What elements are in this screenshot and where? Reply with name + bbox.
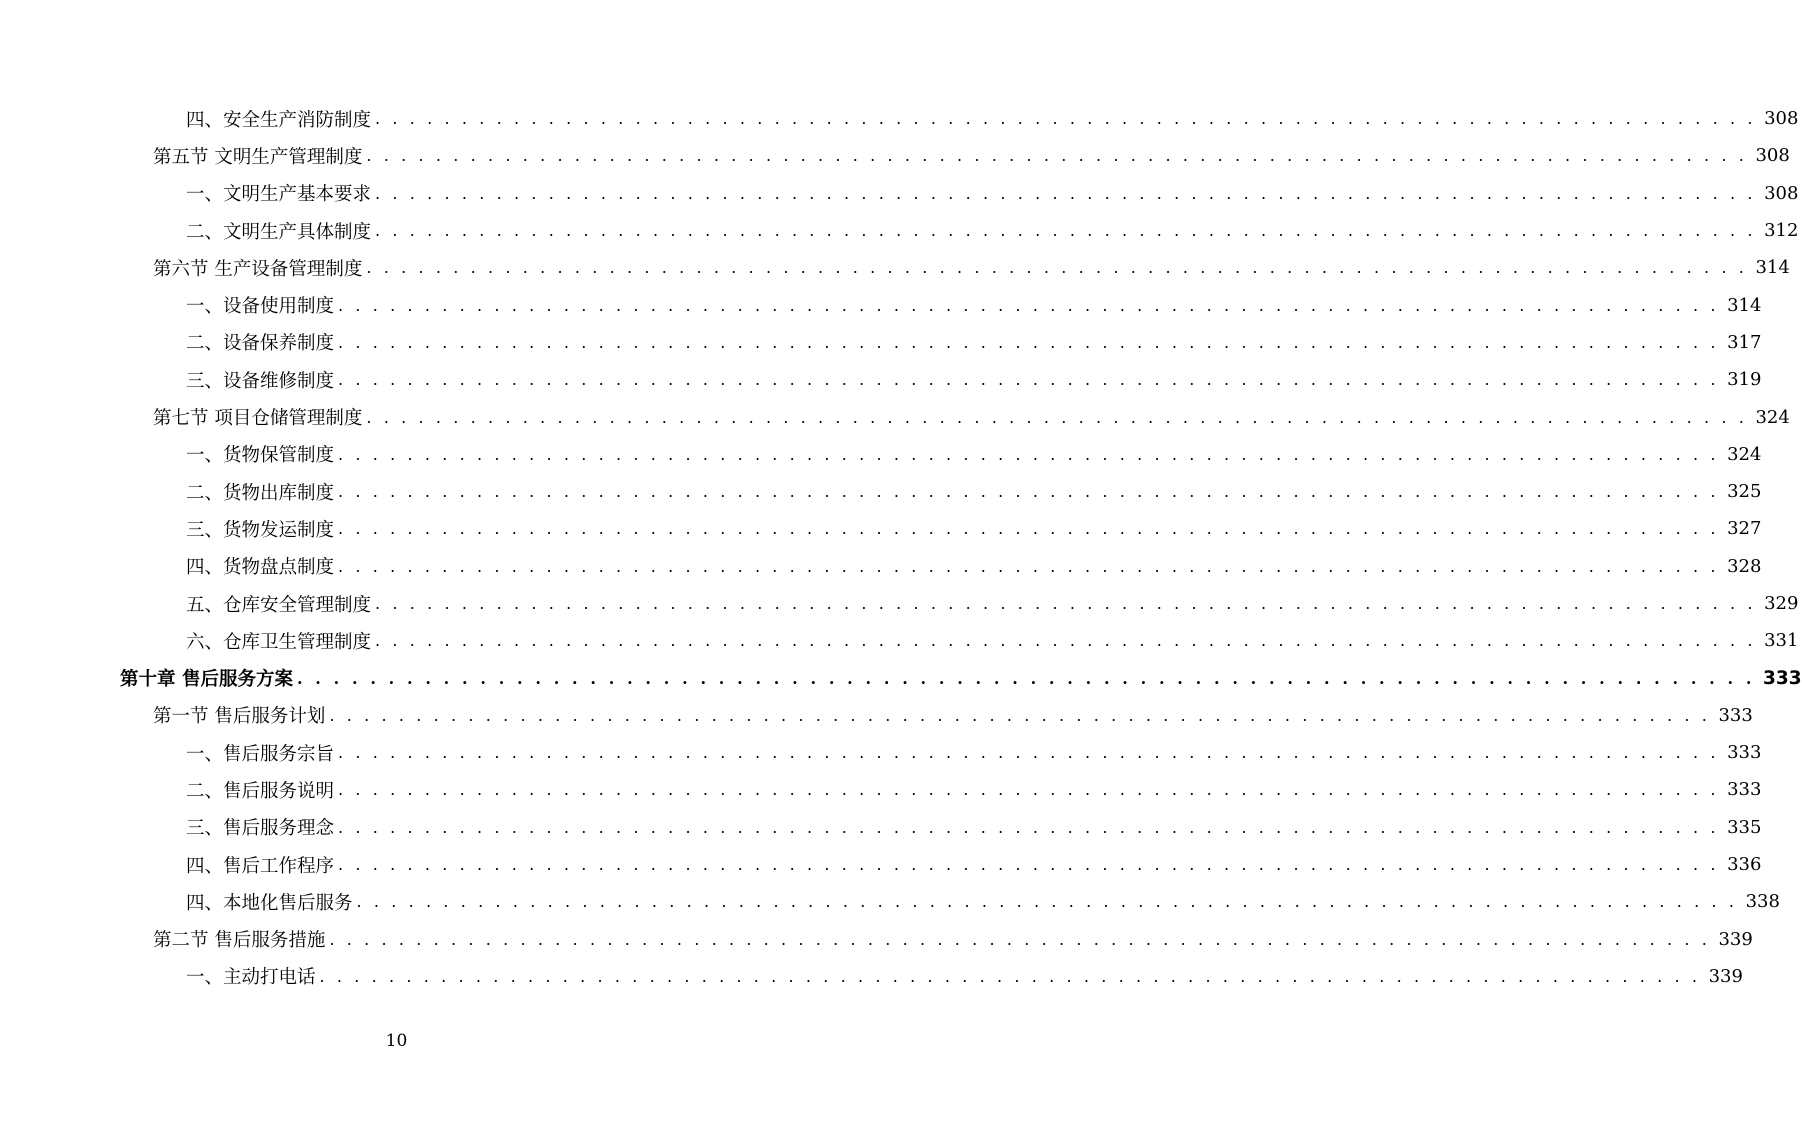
toc-entry-label: 二、售后服务说明 bbox=[186, 780, 335, 802]
dot-leader: . . . . . . . . . . . . . . . . . . . . . . . . . . . . . . . . . . . . . . . . . . . . . . . . . . . . . . . . . . . . . . . . . . . . . . . . . . . . . . . . bbox=[329, 705, 1711, 725]
toc-entry-page: 308 bbox=[1764, 182, 1799, 204]
dot-leader: . . . . . . . . . . . . . . . . . . . . . . . . . . . . . . . . . . . . . . . . . . . . . . . . . . . . . . . . . . . . . . . . . . . . . . . . . . . . . . . . bbox=[375, 183, 1757, 203]
toc-entry-page: 312 bbox=[1764, 220, 1799, 242]
dot-leader: . . . . . . . . . . . . . . . . . . . . . . . . . . . . . . . . . . . . . . . . . . . . . . . . . . . . . . . . . . . . . . . . . . . . . . . . . . . . . . . . bbox=[366, 407, 1748, 427]
toc-entry[interactable] bbox=[0, 286, 1762, 323]
toc-entry[interactable] bbox=[0, 249, 1790, 286]
toc-entry-page: 314 bbox=[1727, 294, 1762, 316]
dot-leader: . . . . . . . . . . . . . . . . . . . . . . . . . . . . . . . . . . . . . . . . . . . . . . . . . . . . . . . . . . . . . . . . . . . . . . . . . . . . . . . . bbox=[338, 817, 1720, 837]
toc-entry-page: 333 bbox=[1727, 742, 1762, 764]
toc-entry[interactable] bbox=[0, 361, 1762, 398]
toc-entry-page: 339 bbox=[1718, 928, 1753, 950]
toc-entry-label: 第七节 项目仓储管理制度 bbox=[153, 408, 363, 430]
toc-entry-page: 331 bbox=[1764, 630, 1799, 652]
toc-entry-label: 四、货物盘点制度 bbox=[186, 557, 335, 579]
dot-leader: . . . . . . . . . . . . . . . . . . . . . . . . . . . . . . . . . . . . . . . . . . . . . . . . . . . . . . . . . . . . . . . . . . . . . . . . . . . . . . . . bbox=[338, 444, 1720, 464]
toc-entry-label: 二、货物出库制度 bbox=[186, 482, 335, 504]
dot-leader: . . . . . . . . . . . . . . . . . . . . . . . . . . . . . . . . . . . . . . . . . . . . . . . . . . . . . . . . . . . . . . . . . . . . . . . . . . . . . . . . bbox=[338, 556, 1720, 576]
toc-entry[interactable] bbox=[0, 398, 1790, 435]
toc-entry[interactable] bbox=[0, 473, 1762, 510]
toc-entry-label: 一、文明生产基本要求 bbox=[186, 184, 372, 206]
table-of-contents bbox=[0, 100, 1802, 995]
toc-entry[interactable] bbox=[0, 809, 1762, 846]
toc-entry[interactable] bbox=[0, 436, 1762, 473]
page-number: 10 bbox=[385, 1031, 408, 1051]
toc-entry-label: 三、货物发运制度 bbox=[186, 519, 335, 541]
dot-leader: . . . . . . . . . . . . . . . . . . . . . . . . . . . . . . . . . . . . . . . . . . . . . . . . . . . . . . . . . . . . . . . . . . . . . . . . . . . . . . . . bbox=[375, 631, 1757, 651]
toc-entry-label: 六、仓库卫生管理制度 bbox=[186, 631, 372, 653]
toc-entry-page: 328 bbox=[1727, 555, 1762, 577]
toc-entry[interactable] bbox=[0, 771, 1762, 808]
dot-leader: . . . . . . . . . . . . . . . . . . . . . . . . . . . . . . . . . . . . . . . . . . . . . . . . . . . . . . . . . . . . . . . . . . . . . . . . . . . . . . . . bbox=[356, 892, 1738, 912]
toc-entry[interactable] bbox=[0, 585, 1799, 622]
toc-entry[interactable] bbox=[0, 883, 1780, 920]
dot-leader: . . . . . . . . . . . . . . . . . . . . . . . . . . . . . . . . . . . . . . . . . . . . . . . . . . . . . . . . . . . . . . . . . . . . . . . . . . . . . . . . bbox=[375, 109, 1757, 129]
toc-entry-page: 329 bbox=[1764, 593, 1799, 614]
dot-leader: . . . . . . . . . . . . . . . . . . . . . . . . . . . . . . . . . . . . . . . . . . . . . . . . . . . . . . . . . . . . . . . . . . . . . . . . . . . . . . . . bbox=[329, 929, 1711, 949]
dot-leader: . . . . . . . . . . . . . . . . . . . . . . . . . . . . . . . . . . . . . . . . . . . . . . . . . . . . . . . . . . . . . . . . . . . . . . . . . . . . . . . . bbox=[338, 482, 1720, 502]
dot-leader: . . . . . . . . . . . . . . . . . . . . . . . . . . . . . . . . . . . . . . . . . . . . . . . . . . . . . . . . . . . . . . . . . . . . . . . . . . . . . . . . bbox=[366, 258, 1748, 278]
toc-entry-label: 四、本地化售后服务 bbox=[186, 892, 353, 914]
dot-leader: . . . . . . . . . . . . . . . . . . . . . . . . . . . . . . . . . . . . . . . . . . . . . . . . . . . . . . . . . . . . . . . . . . . . . . . . . . . . . . . . bbox=[338, 370, 1720, 390]
toc-entry-label: 一、售后服务宗旨 bbox=[186, 743, 335, 765]
toc-entry-label: 第十章 售后服务方案 bbox=[120, 669, 293, 691]
toc-entry-page: 327 bbox=[1727, 518, 1762, 540]
dot-leader: . . . . . . . . . . . . . . . . . . . . . . . . . . . . . . . . . . . . . . . . . . . . . . . . . . . . . . . . . . . . . . . . . . . . . . . . . . . . . . . . bbox=[338, 855, 1720, 875]
toc-entry[interactable] bbox=[0, 175, 1799, 212]
toc-entry-page: 333 bbox=[1718, 704, 1753, 726]
toc-entry-page: 333 bbox=[1763, 667, 1802, 689]
toc-entry-label: 四、安全生产消防制度 bbox=[186, 109, 372, 131]
toc-entry-label: 五、仓库安全管理制度 bbox=[186, 594, 372, 616]
toc-entry-label: 第一节 售后服务计划 bbox=[153, 706, 326, 728]
dot-leader: . . . . . . . . . . . . . . . . . . . . . . . . . . . . . . . . . . . . . . . . . . . . . . . . . . . . . . . . . . . . . . . . . . . . . . . . . . . . . . . . bbox=[338, 332, 1720, 352]
dot-leader: . . . . . . . . . . . . . . . . . . . . . . . . . . . . . . . . . . . . . . . . . . . . . . . . . . . . . . . . . . . . . . . . . . . . . . . . . . . . . . . . bbox=[338, 780, 1720, 800]
toc-entry-page: 308 bbox=[1755, 145, 1790, 167]
toc-entry-label: 四、售后工作程序 bbox=[186, 855, 335, 877]
toc-entry-label: 一、主动打电话 bbox=[186, 967, 316, 989]
toc-entry-label: 一、设备使用制度 bbox=[186, 296, 335, 318]
toc-entry[interactable] bbox=[0, 324, 1762, 361]
toc-entry[interactable] bbox=[0, 734, 1762, 771]
toc-entry[interactable] bbox=[0, 137, 1790, 174]
toc-entry-page: 317 bbox=[1727, 331, 1762, 353]
dot-leader: . . . . . . . . . . . . . . . . . . . . . . . . . . . . . . . . . . . . . . . . . . . . . . . . . . . . . . . . . . . . . . . . . . . . . . . . . . . . . . . . bbox=[338, 519, 1720, 539]
toc-entry[interactable] bbox=[0, 697, 1753, 734]
toc-entry-label: 二、文明生产具体制度 bbox=[186, 221, 372, 243]
toc-entry-page: 335 bbox=[1727, 816, 1762, 838]
toc-entry[interactable] bbox=[0, 921, 1753, 958]
dot-leader: . . . . . . . . . . . . . . . . . . . . . . . . . . . . . . . . . . . . . . . . . . . . . . . . . . . . . . . . . . . . . . . . . . . . . . . . . . . . . . . . bbox=[366, 146, 1748, 166]
toc-entry[interactable] bbox=[0, 212, 1799, 249]
dot-leader: . . . . . . . . . . . . . . . . . . . . . . . . . . . . . . . . . . . . . . . . . . . . . . . . . . . . . . . . . . . . . . . . . . . . . . . . . . . . . . . . bbox=[375, 221, 1757, 241]
toc-entry[interactable] bbox=[0, 622, 1799, 659]
toc-entry-page: 333 bbox=[1727, 779, 1762, 801]
toc-entry-label: 一、货物保管制度 bbox=[186, 445, 335, 467]
toc-entry-label: 三、售后服务理念 bbox=[186, 818, 335, 840]
toc-entry-page: 336 bbox=[1727, 854, 1762, 876]
toc-entry[interactable] bbox=[0, 846, 1762, 883]
toc-entry-page: 319 bbox=[1727, 369, 1762, 391]
toc-entry[interactable] bbox=[0, 100, 1799, 137]
toc-entry-label: 二、设备保养制度 bbox=[186, 333, 335, 355]
toc-entry-label: 第六节 生产设备管理制度 bbox=[153, 258, 363, 280]
dot-leader: . . . . . . . . . . . . . . . . . . . . . . . . . . . . . . . . . . . . . . . . . . . . . . . . . . . . . . . . . . . . . . . . . . . . . . . . . . . . . . . . bbox=[338, 743, 1720, 763]
dot-leader: . . . . . . . . . . . . . . . . . . . . . . . . . . . . . . . . . . . . . . . . . . . . . . . . . . . . . . . . . . . . . . . . . . . . . . . . . . . . . . . . bbox=[338, 295, 1720, 315]
dot-leader: . . . . . . . . . . . . . . . . . . . . . . . . . . . . . . . . . . . . . . . . . . . . . . . . . . . . . . . . . . . . . . . . . . . . . . . . . . . . . . . . bbox=[319, 966, 1701, 986]
toc-entry[interactable] bbox=[0, 548, 1762, 585]
toc-entry-page: 325 bbox=[1727, 481, 1762, 503]
toc-entry-page: 308 bbox=[1764, 108, 1799, 130]
toc-entry-label: 第二节 售后服务措施 bbox=[153, 930, 326, 952]
toc-entry-page: 338 bbox=[1745, 891, 1780, 913]
toc-entry[interactable] bbox=[0, 510, 1762, 547]
toc-entry-page: 314 bbox=[1755, 257, 1790, 279]
toc-entry-page: 324 bbox=[1727, 443, 1762, 465]
toc-entry-page: 339 bbox=[1708, 965, 1743, 987]
toc-entry-label: 三、设备维修制度 bbox=[186, 370, 335, 392]
toc-entry-label: 第五节 文明生产管理制度 bbox=[153, 146, 363, 168]
toc-entry[interactable] bbox=[0, 958, 1743, 995]
dot-leader: . . . . . . . . . . . . . . . . . . . . . . . . . . . . . . . . . . . . . . . . . . . . . . . . . . . . . . . . . . . . . . . . . . . . . . . . . . . . . . . . bbox=[375, 594, 1757, 613]
dot-leader: . . . . . . . . . . . . . . . . . . . . . . . . . . . . . . . . . . . . . . . . . . . . . . . . . . . . . . . . . . . . . . . . . . . . . . . . . . . . . . . . bbox=[296, 668, 1756, 688]
toc-entry-page: 324 bbox=[1755, 406, 1790, 428]
toc-entry[interactable] bbox=[0, 659, 1802, 696]
